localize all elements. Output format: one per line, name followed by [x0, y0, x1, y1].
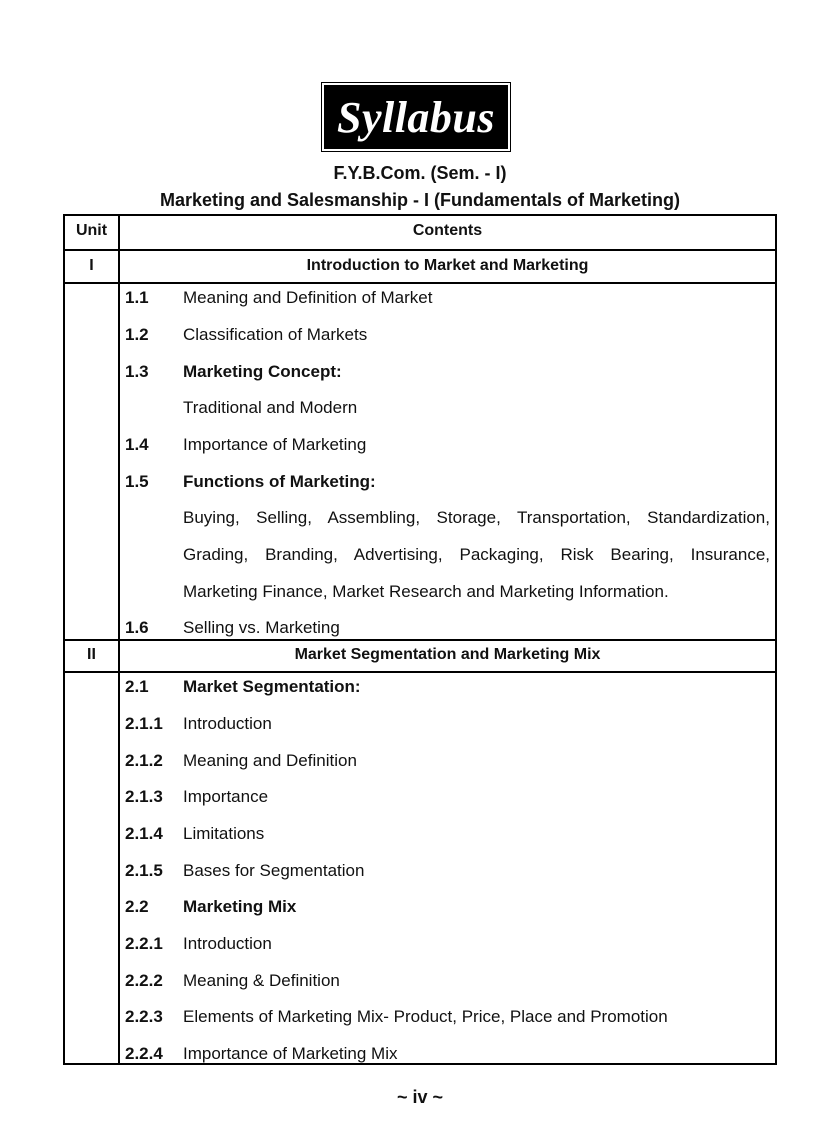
item-text: Bases for Segmentation — [183, 861, 365, 880]
item-text: Meaning and Definition of Market — [183, 288, 433, 307]
unit-column-header: Unit — [75, 222, 108, 239]
row-divider — [65, 671, 775, 673]
item-number: 1.2 — [125, 325, 149, 344]
item-number: 2.1 — [125, 677, 149, 696]
item-number: 2.1.2 — [125, 751, 163, 770]
item-number: 2.1.4 — [125, 824, 163, 843]
item-heading: Marketing Mix — [183, 897, 297, 916]
item-text: Importance — [183, 787, 269, 806]
item-number: 1.3 — [125, 362, 149, 381]
item-number: 1.4 — [125, 435, 149, 454]
item-text: Importance of Marketing — [183, 435, 367, 454]
item-number: 2.2.3 — [125, 1007, 163, 1026]
contents-column-header: Contents — [412, 222, 483, 239]
item-text: Meaning & Definition — [183, 971, 340, 990]
item-text: Marketing Finance, Market Research and Marketing Information. — [183, 582, 669, 601]
page-number: ~ iv ~ — [396, 1087, 444, 1107]
unit-title: Market Segmentation and Marketing Mix — [294, 646, 601, 663]
item-number: 2.1.5 — [125, 861, 163, 880]
item-number: 1.1 — [125, 288, 149, 307]
unit-number: II — [87, 646, 96, 663]
item-text: Traditional and Modern — [183, 398, 358, 417]
item-number: 2.2.4 — [125, 1044, 163, 1063]
syllabus-badge — [324, 85, 508, 149]
unit-title: Introduction to Market and Marketing — [306, 257, 589, 274]
row-divider — [65, 282, 775, 284]
item-text: Selling vs. Marketing — [183, 618, 340, 637]
item-number: 2.2 — [125, 897, 149, 916]
row-divider — [65, 639, 775, 641]
syllabus-table — [63, 214, 777, 1065]
item-text: Meaning and Definition — [183, 751, 357, 770]
subject-title: Marketing and Salesmanship - I (Fundamentals of Marketing) — [159, 190, 681, 210]
item-heading: Functions of Marketing: — [183, 472, 376, 491]
row-divider — [65, 249, 775, 251]
item-number: 1.5 — [125, 472, 149, 491]
item-text: Importance of Marketing Mix — [183, 1044, 398, 1063]
item-text: Limitations — [183, 824, 265, 843]
item-number: 2.2.1 — [125, 934, 163, 953]
course-title: F.Y.B.Com. (Sem. - I) — [333, 163, 507, 183]
item-number: 2.2.2 — [125, 971, 163, 990]
item-number: 2.1.1 — [125, 714, 163, 733]
item-text: Buying, Selling, Assembling, Storage, Transportation, Standardization, — [183, 508, 770, 527]
item-text: Classification of Markets — [183, 325, 368, 344]
item-number: 1.6 — [125, 618, 149, 637]
item-heading: Market Segmentation: — [183, 677, 361, 696]
item-text: Introduction — [183, 934, 272, 953]
syllabus-title: Syllabus — [336, 92, 496, 142]
item-number: 2.1.3 — [125, 787, 163, 806]
item-heading: Marketing Concept: — [183, 362, 342, 381]
item-text: Elements of Marketing Mix- Product, Price, Place and Promotion — [183, 1007, 668, 1026]
item-text: Introduction — [183, 714, 272, 733]
unit-number: I — [89, 257, 94, 274]
item-text: Grading, Branding, Advertising, Packaging, Risk Bearing, Insurance, — [183, 545, 770, 564]
